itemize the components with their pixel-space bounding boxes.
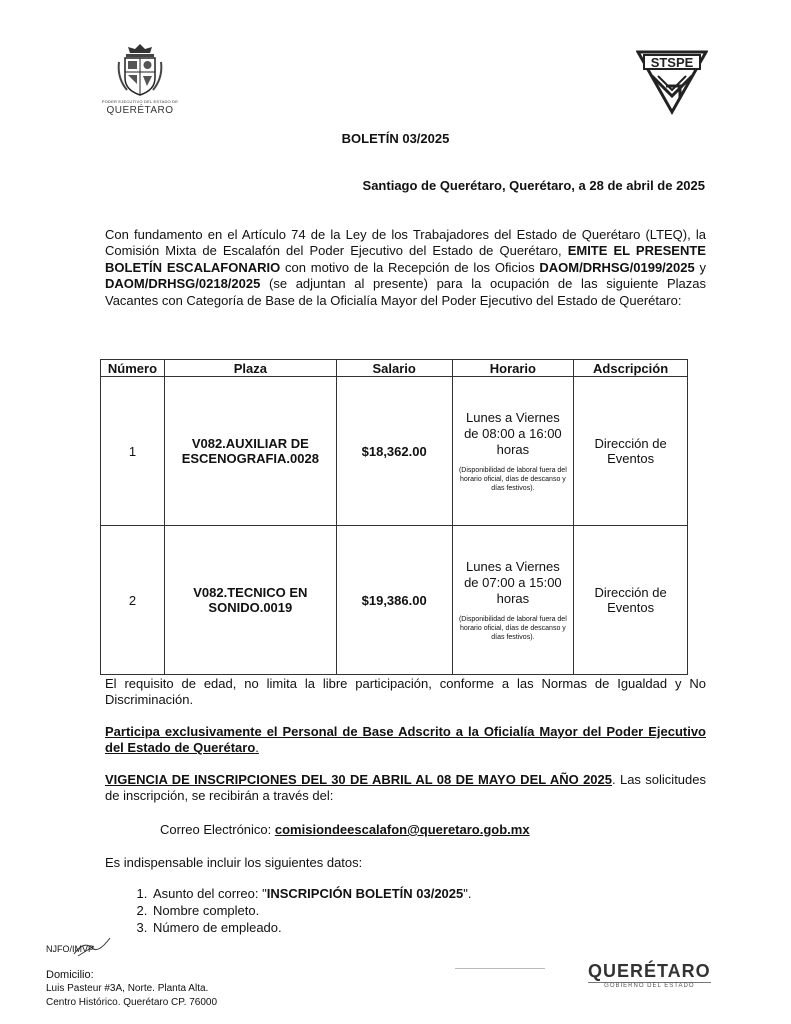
required-data-list xyxy=(105,885,471,936)
footer-logo-subtitle: GOBIERNO DEL ESTADO xyxy=(588,982,711,989)
stspe-logo-text: STSPE xyxy=(650,55,694,70)
list-item: 3. Número de empleado. xyxy=(151,919,471,936)
header-horario: Horario xyxy=(452,360,574,377)
coat-of-arms-icon xyxy=(117,42,163,98)
stspe-logo xyxy=(636,46,708,123)
registration-text: . Las solicitudes de inscripción, se recibirán a través del: xyxy=(105,772,706,804)
table-row xyxy=(101,377,688,526)
cell-salario: $19,386.00 xyxy=(336,526,452,675)
intro-text: con motivo de la Recepción de los Oficios xyxy=(280,259,540,275)
address-block xyxy=(46,968,217,1010)
horario-text: Lunes a Viernes de 07:00 a 15:00 horas xyxy=(464,558,562,606)
logo-name: QUERÉTARO xyxy=(106,105,174,116)
list-item xyxy=(151,885,471,902)
email-subject: INSCRIPCIÓN BOLETÍN 03/2025 xyxy=(266,886,464,901)
header-adscripcion: Adscripción xyxy=(574,360,688,377)
oficio-number: DAOM/DRHSG/0199/2025 xyxy=(539,259,695,275)
address-line: Luis Pasteur #3A, Norte. Planta Alta. xyxy=(46,983,209,994)
cell-horario xyxy=(452,526,574,675)
footer-logo-name: QUERÉTARO xyxy=(588,961,711,981)
cell-numero: 1 xyxy=(101,377,165,526)
intro-text: Con fundamento en el Artículo 74 de la Ley de los Trabajadores del Estado de Querétaro (LTEQ), la Comisión Mixta de Escalafón del Poder Ejecutivo del Estado de Querétaro, xyxy=(105,227,706,259)
list-item-text: Asunto del correo: " xyxy=(153,886,267,901)
required-data-intro: Es indispensable incluir los siguientes datos: xyxy=(105,855,363,870)
queretaro-coat-of-arms-logo xyxy=(100,42,180,116)
cell-horario xyxy=(452,377,574,526)
header-plaza: Plaza xyxy=(164,360,336,377)
email-link[interactable]: comisiondeescalafon@queretaro.gob.mx xyxy=(274,822,530,837)
intro-text: y xyxy=(694,259,706,275)
cell-salario: $18,362.00 xyxy=(336,377,452,526)
initials-text: NJFO/IMVP xyxy=(46,944,95,954)
place-date: Santiago de Querétaro, Querétaro, a 28 de abril de 2025 xyxy=(362,178,705,193)
horario-text: Lunes a Viernes de 08:00 a 16:00 horas xyxy=(464,409,562,457)
participation-paragraph: Participa exclusivamente el Personal de Base Adscrito a la Oficialía Mayor del Poder Ejecutivo del Estado de Querétaro. xyxy=(105,724,706,756)
cell-adscripcion: Dirección de Eventos xyxy=(574,526,688,675)
intro-paragraph xyxy=(105,227,706,309)
reference-initials xyxy=(46,944,94,954)
stspe-emblem-icon xyxy=(636,46,708,118)
footer-government-logo xyxy=(588,961,711,989)
email-label: Correo Electrónico: xyxy=(160,822,275,837)
header-numero: Número xyxy=(101,360,165,377)
cell-numero: 2 xyxy=(101,526,165,675)
intro-text: (se adjuntan al presente) para la ocupación de las siguiente Plazas Vacantes con Categoría de Base de la Oficialía Mayor del Poder Ejecutivo del Estado de Querétaro: xyxy=(105,276,706,308)
list-item: 2. Nombre completo. xyxy=(151,902,471,919)
horario-note: (Disponibilidad de laboral fuera del horario oficial, días de descanso y días festivos). xyxy=(458,466,567,492)
participation-text: Participa exclusivamente el Personal de Base Adscrito a la Oficialía Mayor del Poder Ejecutivo del Estado de Querétaro xyxy=(105,724,706,756)
table-header-row xyxy=(101,360,688,377)
address-line: Centro Histórico. Querétaro CP. 76000 xyxy=(46,997,218,1008)
age-requirement-paragraph: El requisito de edad, no limita la libre participación, conforme a las Normas de Igualdad y No Discriminación. xyxy=(105,676,706,708)
list-item-text: ". xyxy=(463,886,472,901)
cell-plaza: V082.AUXILIAR DE ESCENOGRAFIA.0028 xyxy=(164,377,336,526)
table-row xyxy=(101,526,688,675)
registration-period: VIGENCIA DE INSCRIPCIONES DEL 30 DE ABRIL AL 08 DE MAYO DEL AÑO 2025 xyxy=(105,772,612,787)
cell-adscripcion: Dirección de Eventos xyxy=(574,377,688,526)
logo-small-text: PODER EJECUTIVO DEL ESTADO DE xyxy=(101,99,179,104)
registration-period-paragraph xyxy=(105,772,706,805)
horario-note: (Disponibilidad de laboral fuera del horario oficial, días de descanso y días festivos). xyxy=(458,615,567,641)
bulletin-title: BOLETÍN 03/2025 xyxy=(341,131,450,146)
vacancies-table xyxy=(100,359,688,675)
oficio-number: DAOM/DRHSG/0218/2025 xyxy=(105,276,261,292)
intro-emphasis: EMITE EL PRESENTE BOLETÍN ESCALAFONARIO xyxy=(105,243,706,275)
footer-divider xyxy=(455,968,545,969)
cell-plaza: V082.TECNICO EN SONIDO.0019 xyxy=(164,526,336,675)
header-salario: Salario xyxy=(336,360,452,377)
signature-mark xyxy=(72,936,112,958)
email-line xyxy=(160,822,530,837)
address-label: Domicilio: xyxy=(46,969,94,981)
